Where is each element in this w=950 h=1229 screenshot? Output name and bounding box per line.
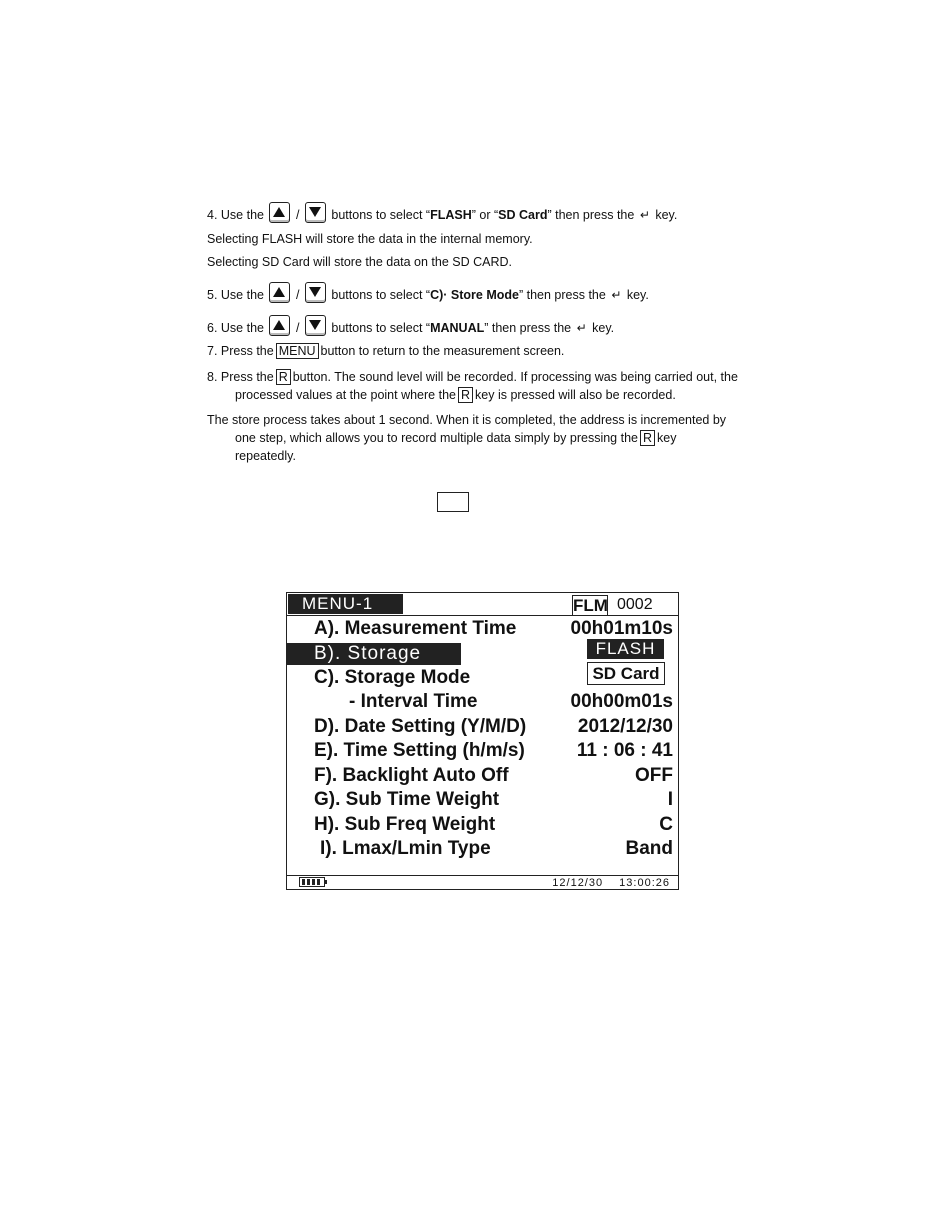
- up-arrow-button-icon: [269, 282, 290, 303]
- menu-row-date-setting[interactable]: D). Date Setting (Y/M/D) 2012/12/30: [314, 716, 673, 737]
- up-arrow-button-icon: [269, 202, 290, 223]
- memory-address: 0002: [617, 596, 653, 613]
- menu-row-measurement-time[interactable]: A). Measurement Time 00h01m10s: [314, 618, 673, 639]
- divider: [287, 615, 678, 616]
- store-note-line-2: one step, which allows you to record multiple data simply by pressing the R key: [235, 431, 677, 445]
- store-note-line-3: repeatedly.: [235, 449, 296, 463]
- step-5: 5. Use the / buttons to select “C)· Store Mode” then press the ↵ key.: [207, 282, 649, 304]
- enter-key-icon: ↵: [639, 208, 650, 222]
- option-sd-card[interactable]: SD Card: [587, 662, 665, 685]
- menu-row-interval-time[interactable]: - Interval Time 00h00m01s: [349, 691, 673, 712]
- note-sd: Selecting SD Card will store the data on the SD CARD.: [207, 255, 512, 269]
- r-key: R: [276, 369, 291, 385]
- menu-row-storage[interactable]: B). Storage: [287, 643, 678, 667]
- menu-title: MENU-1: [288, 594, 403, 614]
- status-date: 12/12/30: [552, 877, 604, 889]
- menu-row-backlight[interactable]: F). Backlight Auto Off OFF: [314, 765, 673, 786]
- lcd-screen: [286, 592, 679, 890]
- enter-key-icon: ↵: [611, 288, 622, 302]
- status-datetime: [552, 877, 670, 889]
- store-note-line-1: The store process takes about 1 second. When it is completed, the address is incremented by: [207, 413, 727, 427]
- r-key: R: [458, 387, 473, 403]
- r-key: R: [640, 430, 655, 446]
- menu-key: MENU: [276, 343, 319, 359]
- down-arrow-button-icon: [305, 202, 326, 223]
- menu-row-time-setting[interactable]: E). Time Setting (h/m/s) 11 : 06 : 41: [314, 740, 673, 761]
- step-7: 7. Press the MENU button to return to the measurement screen.: [207, 344, 565, 358]
- step-8: 8. Press the R button. The sound level will be recorded. If processing was being carried out, the: [207, 370, 738, 384]
- enter-key-icon: ↵: [576, 321, 587, 335]
- step-4: 4. Use the / buttons to select “FLASH” or “SD Card” then press the ↵ key.: [207, 202, 677, 224]
- down-arrow-button-icon: [305, 282, 326, 303]
- menu-row-sub-freq-weight[interactable]: H). Sub Freq Weight C: [314, 814, 673, 835]
- step-8-line-2: processed values at the point where the R key is pressed will also be recorded.: [235, 388, 676, 402]
- divider: [287, 875, 678, 876]
- menu-row-lmax-lmin[interactable]: I). Lmax/Lmin Type Band: [320, 838, 673, 859]
- step-6: 6. Use the / buttons to select “MANUAL” then press the ↵ key.: [207, 315, 614, 337]
- battery-icon: [299, 877, 325, 887]
- option-flash[interactable]: FLASH: [587, 639, 664, 659]
- down-arrow-button-icon: [305, 315, 326, 336]
- empty-box: [437, 492, 469, 512]
- up-arrow-button-icon: [269, 315, 290, 336]
- note-flash: Selecting FLASH will store the data in the internal memory.: [207, 232, 533, 246]
- menu-row-sub-time-weight[interactable]: G). Sub Time Weight I: [314, 789, 673, 810]
- storage-indicator: FLM: [573, 596, 608, 615]
- menu-row-storage-mode[interactable]: C). Storage Mode: [314, 667, 471, 688]
- status-time: 13:00:26: [619, 877, 670, 889]
